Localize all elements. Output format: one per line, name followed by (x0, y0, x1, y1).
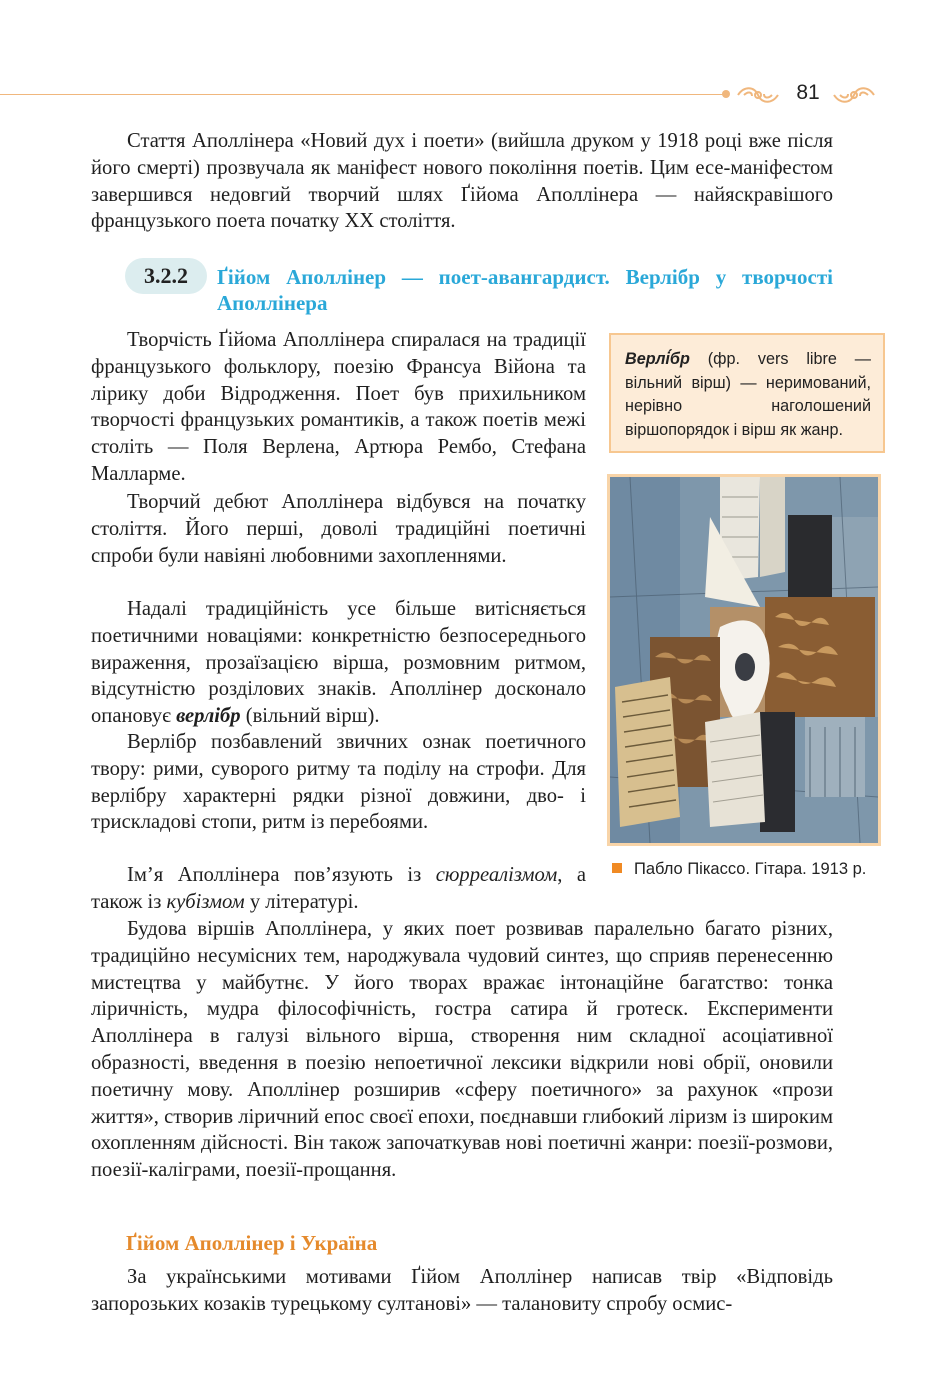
definition-term: Верлі́бр (625, 350, 690, 368)
paragraph-structure: Будова віршів Аполлінера, у яких поет розвивав паралельно багато різних, традиційно несумісних тем, народжувала чудовий синтез, що сприяв перенесенню мистецтва у майбутнє. У його творах вражає інтонаційне багатство: тонка ліричність, мудра філософічність, гостра сатира й гротеск. Експерименти Аполлінера в галузі вільного вірша, створення ним складної асоціативної образності, введення в поезію непоетичної лексики відкрили нові обрії, оновили поетичну мову. Аполлінер розширив «сферу поетичного» за рахунок «прози життя», створив ліричний епос своєї епохи, поєднавши глибокий ліризм із широким охопленням дійсності. Він також започаткував нові поетичні жанри: поезії-розмови, поезії-каліграми, поезії-прощання. (91, 918, 833, 1182)
subsection-heading: Ґійом Аполлінер і Україна (126, 1231, 378, 1255)
paragraph-innovations-text: Надалі традиційність усе більше витісняється поетичними новаціями: конкретністю безпосереднього вираження, прозаїзацією вірша, розмовним ритмом, відсутністю розділових знаків. Аполлінер досконало опановує (91, 598, 586, 728)
paragraph-verlibre: Верлібр позбавлений звичних ознак поетичного твору: рими, суворого ритму та поділу на строфи. Для верлібру характерні рядки різної довжини, дво- і трискладові стопи, ритм із перебоями. (91, 731, 586, 834)
paragraph-innovations-end: (вільний вірш). (240, 705, 380, 728)
right-ornament-icon (830, 84, 878, 106)
definition-box (609, 333, 885, 453)
paragraph-movements (91, 862, 586, 916)
term-verlibre: верлібр (176, 705, 241, 728)
subsection-paragraph: За українськими мотивами Ґійом Аполлінер написав твір «Відповідь запорозьких козаків турецькому султанові» — талановиту спробу осмис- (91, 1266, 833, 1315)
section-title: Ґійом Аполлінер — поет-авангардист. Верлібр у творчості Аполлінера (217, 265, 833, 315)
guitar-painting-image (607, 474, 881, 846)
section-number-badge: 3.2.2 (125, 258, 207, 294)
paragraph-movements-mid: , а також із (91, 864, 587, 913)
figure-caption-text: Пабло Пікассо. Гітара. 1913 р. (634, 860, 867, 878)
page-number: 81 (796, 81, 820, 104)
paragraph-movements-text: Ім’я Аполлінера пов’язують із (127, 864, 436, 886)
term-cubism: кубізмом (166, 890, 245, 913)
figure-caption (612, 860, 902, 879)
paragraph-tradition: Творчість Ґійома Аполлінера спиралася на традиції французького фольклору, поезію Франсуа Війона та лірику доби Відродження. Поет був прихильником творчості французьких романтиків, а також поетів межі століть — Поля Верлена, Артюра Рембо, Стефана Малларме. (91, 329, 586, 485)
caption-bullet-icon (612, 863, 622, 873)
paragraph-debut: Творчий дебют Аполлінера відбувся на початку століття. Його перші, доволі традиційні поетичні спроби були навіяні любовними захопленнями. (91, 491, 586, 567)
paragraph-innovations (91, 596, 586, 730)
definition-text: (фр. vers libre — вільний вірш) — неримований, нерівно наголошений віршопорядок і вірш як жанр. (625, 350, 871, 439)
intro-paragraph: Стаття Аполлінера «Новий дух і поети» (вийшла друком у 1918 році вже після його смерті) прозвучала як маніфест нового покоління поетів. Цим есе-маніфестом завершився недовгий творчий шлях Ґійома Аполлінера — найяскравішого французького поета початку XX століття. (91, 130, 833, 233)
term-surrealism: сюрреалізмом (435, 864, 558, 886)
header-rule-dot (722, 90, 730, 98)
paragraph-movements-end: у літературі. (244, 890, 359, 913)
left-ornament-icon (734, 84, 782, 106)
header-rule (0, 94, 728, 95)
